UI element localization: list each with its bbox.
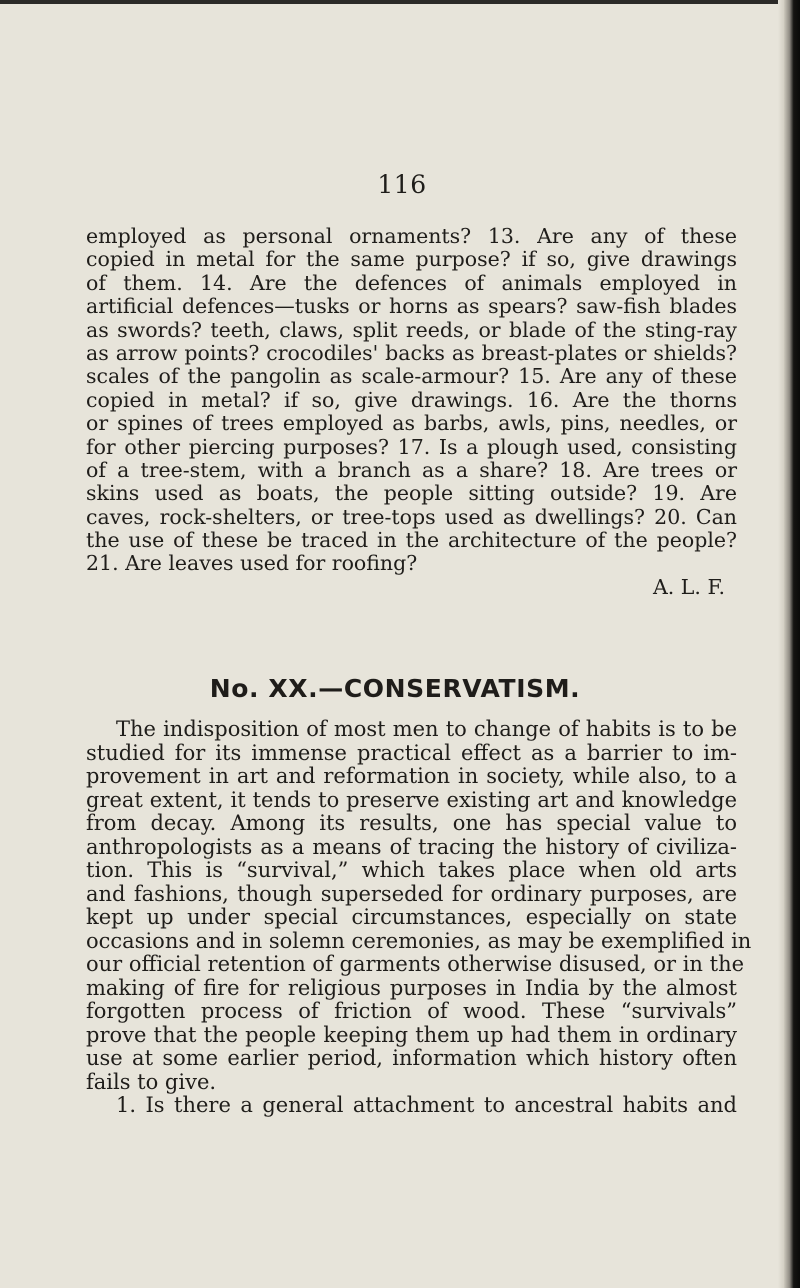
text-line: tion. This is “survival,” which takes place when old arts [86,858,737,882]
text-line: our official retention of garments otherwise disused, or in the [86,952,745,976]
text-line: skins used as boats, the people sitting outside? 19. Are [86,481,737,506]
text-line: kept up under special circumstances, especially on state [86,905,737,929]
text-line: for other piercing purposes? 17. Is a plough used, consisting [86,434,737,459]
text-line: employed as personal ornaments? 13. Are any of these [86,224,737,248]
text-line: the use of these be traced in the architecture of the people? [86,528,737,553]
text-line: occasions and in solemn ceremonies, as may be exemplified in [86,928,752,953]
text-line: copied in metal? if so, give drawings. 16. Are the thorns [86,387,737,412]
text-line: anthropologists as a means of tracing the history of civiliza- [86,834,737,859]
text-line: scales of the pangolin as scale-armour? 15. Are any of these [86,364,737,389]
author-initials: A. L. F. [652,574,725,599]
text-line: use at some earlier period, information which history often [86,1046,737,1070]
text-line: or spines of trees employed as barbs, awls, pins, needles, or [86,411,737,436]
text-line: copied in metal for the same purpose? if so, give drawings [86,247,737,272]
text-line: studied for its immense practical effect as a barrier to im- [86,740,737,765]
section-heading: No. XX.—CONSERVATISM. [209,674,581,703]
text-line: prove that the people keeping them up had them in ordinary [86,1022,737,1047]
text-line: from decay. Among its results, one has special value to [86,811,737,835]
top-rule [0,0,790,4]
text-line: great extent, it tends to preserve existing art and knowledge [86,787,737,812]
text-line: making of fire for religious purposes in India by the almost [86,975,737,1000]
page-number: 116 [377,170,427,199]
text-line: as arrow points? crocodiles' backs as breast-plates or shields? [86,340,737,365]
text-line: as swords? teeth, claws, split reeds, or blade of the sting-ray [86,317,737,342]
text-line: artificial defences—tusks or horns as spears? saw-fish blades [86,294,737,319]
text-line: provement in art and reformation in society, while also, to a [86,764,737,788]
text-line: The indisposition of most men to change of habits is to be [116,717,737,741]
question-line: 1. Is there a general attachment to ancestral habits and [116,1093,737,1117]
text-line: of a tree-stem, with a branch as a share? 18. Are trees or [86,457,737,482]
conservatism-paragraph [86,717,752,1118]
text-line: 21. Are leaves used for roofing? [86,551,418,576]
questions-paragraph [86,225,737,599]
text-line: of them. 14. Are the defences of animals employed in [86,270,737,295]
text-line: caves, rock-shelters, or tree-tops used as dwellings? 20. Can [86,504,737,529]
text-line: and fashions, though superseded for ordinary purposes, are [86,881,737,906]
text-line: forgotten process of friction of wood. These “survivals” [86,999,737,1023]
text-line: fails to give. [86,1069,217,1094]
page-edge [784,0,800,1288]
